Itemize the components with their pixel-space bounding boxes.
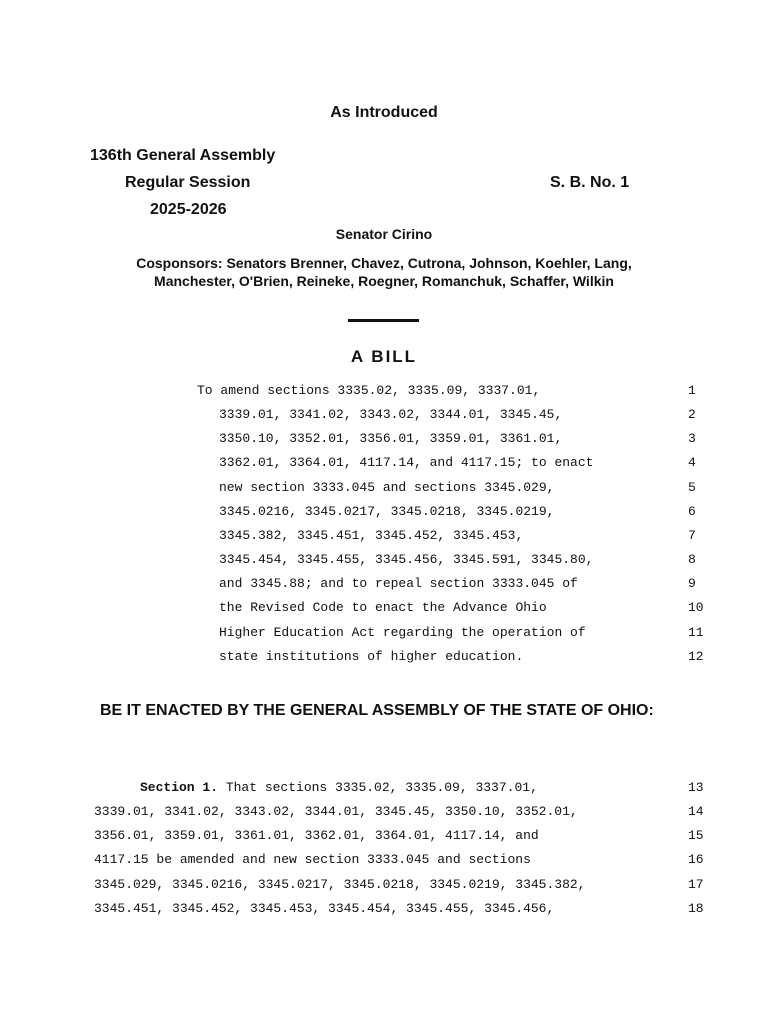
general-assembly: 136th General Assembly: [90, 147, 276, 164]
line-number: 8: [688, 552, 696, 567]
title-line: [0, 625, 768, 649]
title-line-text: 3362.01, 3364.01, 4117.14, and 4117.15; to enact: [219, 455, 594, 470]
title-line-text: Higher Education Act regarding the operation of: [219, 625, 586, 640]
title-line-text: the Revised Code to enact the Advance Ohio: [219, 600, 547, 615]
title-line: [0, 576, 768, 600]
line-number: 5: [688, 480, 696, 495]
divider-rule: [348, 319, 419, 322]
section-line: [0, 828, 768, 852]
title-line: [0, 528, 768, 552]
section-line: [0, 877, 768, 901]
line-number: 11: [688, 625, 704, 640]
title-line-text: new section 3333.045 and sections 3345.029,: [219, 480, 555, 495]
section-line-text: 4117.15 be amended and new section 3333.045 and sections: [94, 852, 531, 867]
title-line: [0, 480, 768, 504]
section-line-text: 3345.451, 3345.452, 3345.453, 3345.454, 3345.455, 3345.456,: [94, 901, 555, 916]
line-number: 6: [688, 504, 696, 519]
title-line-text: 3345.454, 3345.455, 3345.456, 3345.591, 3345.80,: [219, 552, 594, 567]
line-number: 17: [688, 877, 704, 892]
line-number: 1: [688, 383, 696, 398]
bill-number: S. B. No. 1: [550, 174, 630, 191]
title-line-text: and 3345.88; and to repeal section 3333.045 of: [219, 576, 578, 591]
cosponsors-line-1: Cosponsors: Senators Brenner, Chavez, Cutrona, Johnson, Koehler, Lang,: [136, 255, 632, 271]
line-number: 12: [688, 649, 704, 664]
section-first-text: That sections 3335.02, 3335.09, 3337.01,: [218, 780, 538, 795]
line-number: 7: [688, 528, 696, 543]
section-label: Section 1.: [140, 780, 219, 795]
title-line-text: 3339.01, 3341.02, 3343.02, 3344.01, 3345.45,: [219, 407, 563, 422]
title-line-text: 3345.382, 3345.451, 3345.452, 3345.453,: [219, 528, 524, 543]
title-line-text: state institutions of higher education.: [219, 649, 524, 664]
line-number: 18: [688, 901, 704, 916]
section-line-text: [140, 780, 538, 795]
title-line: [0, 431, 768, 455]
section-line: [0, 804, 768, 828]
line-number: 9: [688, 576, 696, 591]
section-line: [0, 852, 768, 876]
line-number: 16: [688, 852, 704, 867]
section-line-text: 3339.01, 3341.02, 3343.02, 3344.01, 3345.45, 3350.10, 3352.01,: [94, 804, 578, 819]
line-number: 14: [688, 804, 704, 819]
title-line: [0, 383, 768, 407]
bill-heading: A BILL: [350, 347, 418, 366]
section-line-text: 3345.029, 3345.0216, 3345.0217, 3345.0218, 3345.0219, 3345.382,: [94, 877, 586, 892]
sponsor: Senator Cirino: [335, 226, 433, 242]
title-line: [0, 600, 768, 624]
title-line-text: 3345.0216, 3345.0217, 3345.0218, 3345.0219,: [219, 504, 555, 519]
enacting-clause: BE IT ENACTED BY THE GENERAL ASSEMBLY OF THE STATE OF OHIO:: [100, 702, 654, 719]
title-line: [0, 455, 768, 479]
line-number: 13: [688, 780, 704, 795]
line-number: 3: [688, 431, 696, 446]
title-line: [0, 407, 768, 431]
cosponsors: [0, 254, 768, 290]
session-years: 2025-2026: [150, 201, 227, 218]
session-type: Regular Session: [125, 174, 251, 191]
line-number: 2: [688, 407, 696, 422]
title-line: [0, 504, 768, 528]
line-number: 4: [688, 455, 696, 470]
bill-status: As Introduced: [330, 104, 438, 121]
section-line: [0, 901, 768, 925]
cosponsors-line-2: Manchester, O'Brien, Reineke, Roegner, Romanchuk, Schaffer, Wilkin: [154, 273, 614, 289]
line-number: 15: [688, 828, 704, 843]
title-line: [0, 552, 768, 576]
section-line-text: 3356.01, 3359.01, 3361.01, 3362.01, 3364.01, 4117.14, and: [94, 828, 539, 843]
title-line-text: To amend sections 3335.02, 3335.09, 3337.01,: [197, 383, 541, 398]
line-number: 10: [688, 600, 704, 615]
title-line: [0, 649, 768, 673]
title-line-text: 3350.10, 3352.01, 3356.01, 3359.01, 3361.01,: [219, 431, 563, 446]
section-line: [0, 780, 768, 804]
